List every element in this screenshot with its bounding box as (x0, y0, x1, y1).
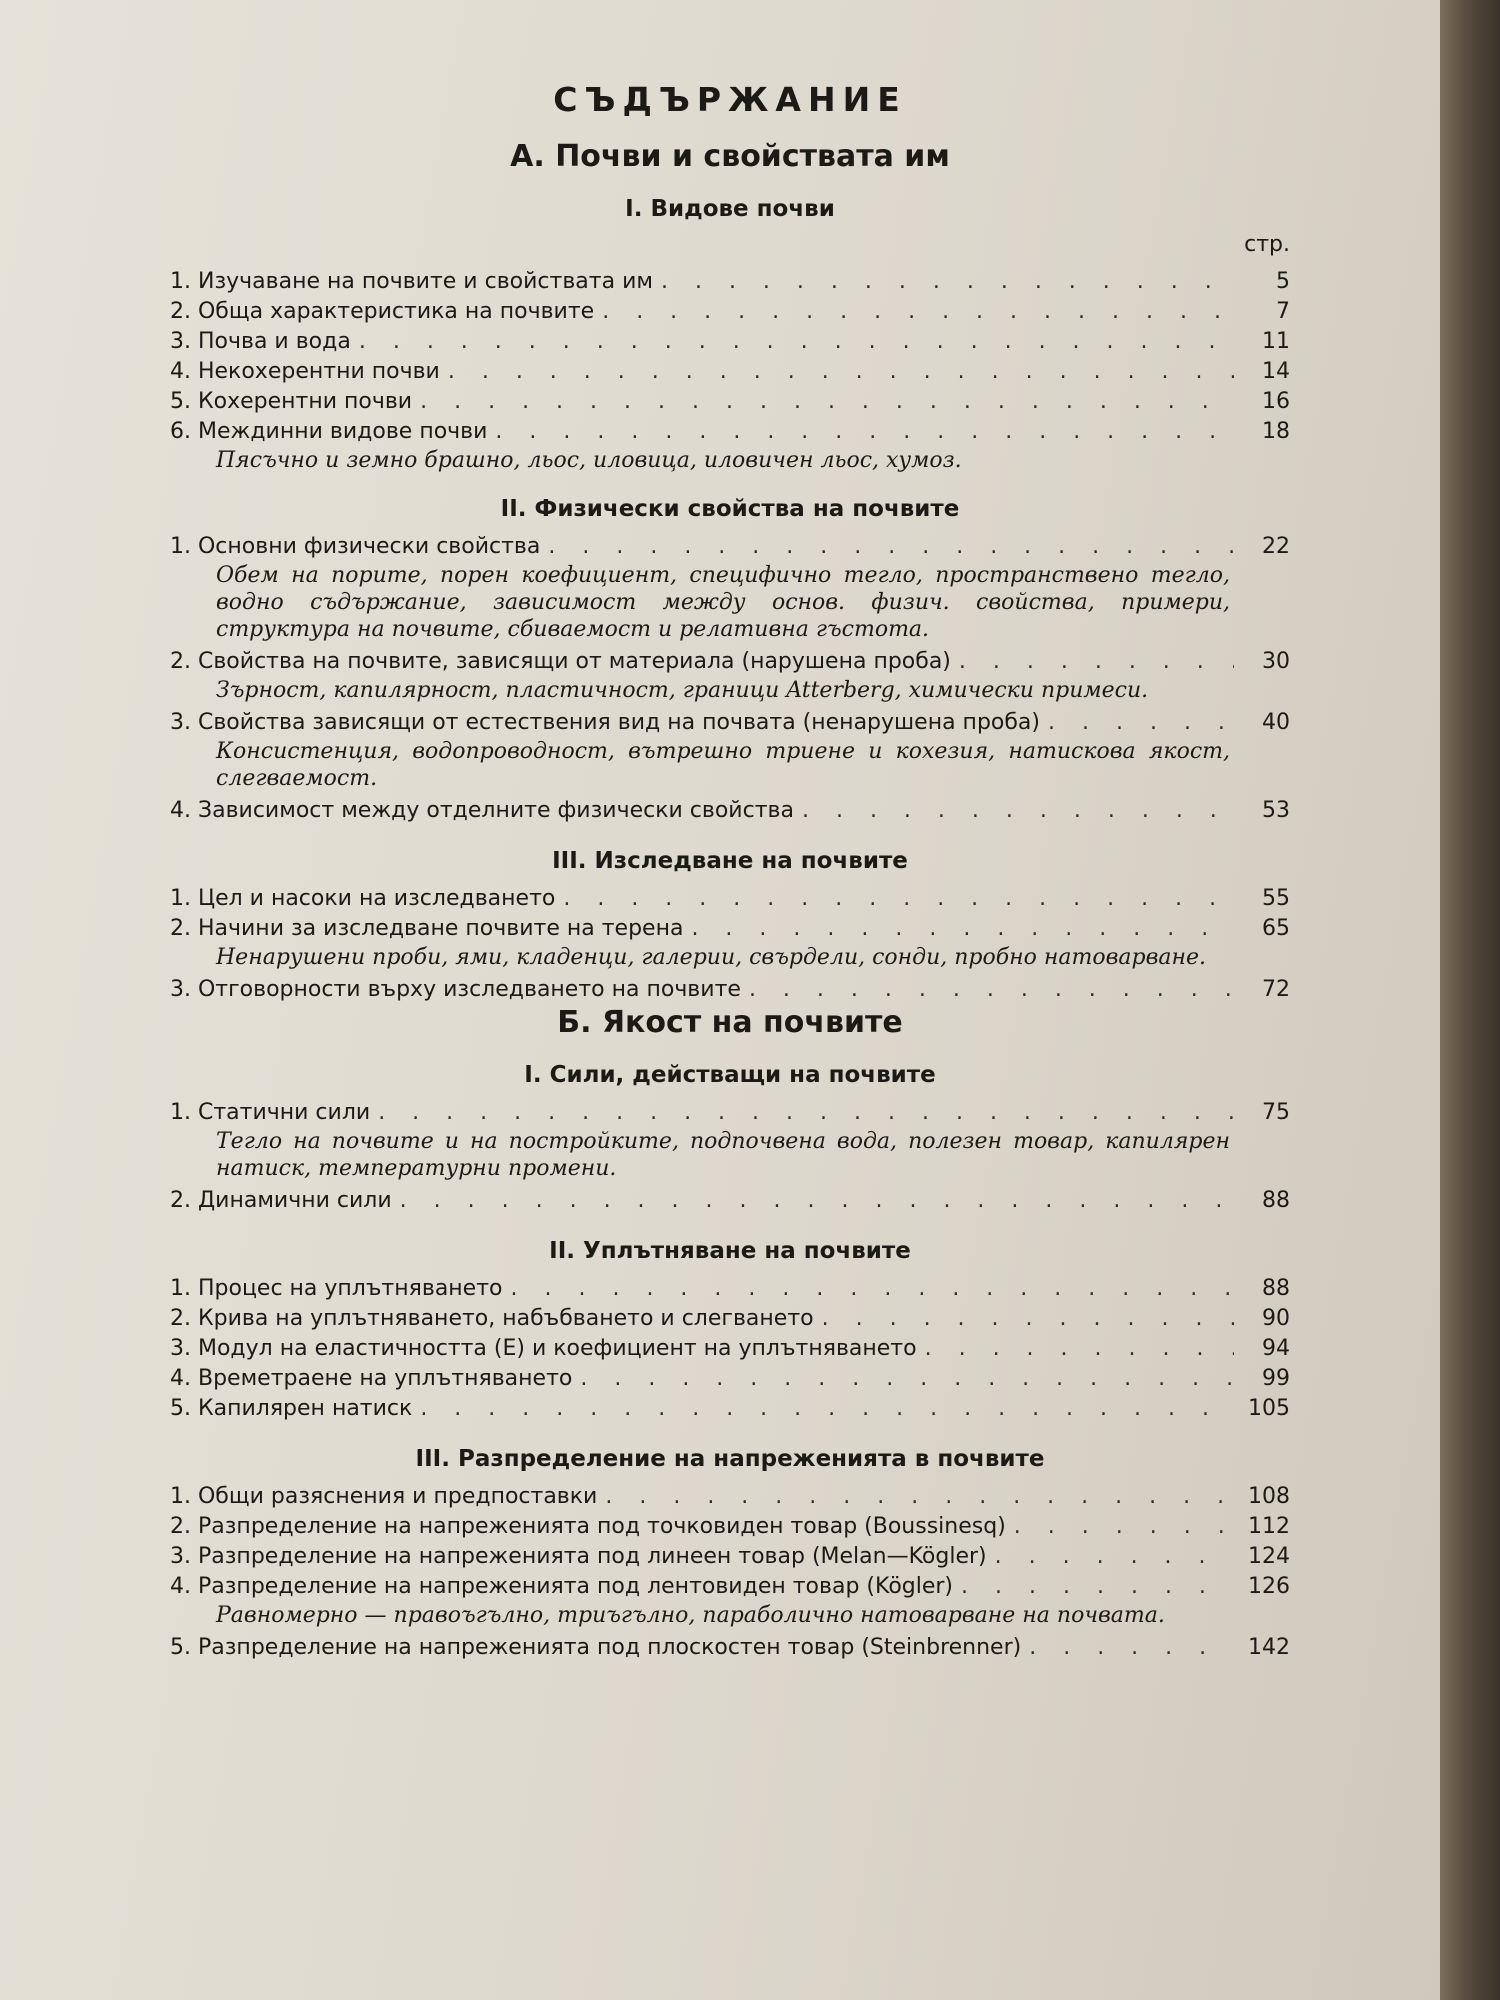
toc-entry-line (170, 914, 1290, 944)
dot-leader (511, 1274, 1235, 1304)
toc-entry-label: 1. Общи разяснения и предпоставки (170, 1484, 598, 1509)
toc-entry-label: 1. Процес на уплътняването (170, 1276, 503, 1301)
toc-entry-page: 108 (1248, 1484, 1290, 1509)
toc-entry-page: 88 (1262, 1188, 1290, 1213)
part-title: Б. Якост на почвите (557, 1005, 903, 1040)
toc-entry (170, 417, 1290, 474)
dot-leader (802, 796, 1234, 826)
toc-entry (170, 1098, 1290, 1182)
section-title: III. Изследване на почвите (552, 848, 908, 874)
toc-entry-page: 11 (1262, 329, 1290, 354)
toc-entry-line (170, 884, 1290, 914)
toc-entry (170, 357, 1290, 387)
toc-entry-label: 1. Статични сили (170, 1100, 371, 1125)
toc-entry-page: 88 (1262, 1276, 1290, 1301)
toc-entry-line (170, 975, 1290, 1005)
toc-entry-page: 53 (1262, 798, 1290, 823)
toc-entry (170, 1186, 1290, 1216)
toc-entry-line (170, 1572, 1290, 1602)
toc-entry (170, 1512, 1290, 1542)
dot-leader (378, 1098, 1234, 1128)
part-title: А. Почви и свойствата им (510, 139, 950, 174)
toc-entry-subtopics: Обем на порите, порен коефициент, специфично тегло, пространствено тегло, водно съдържание, зависимост между основ. физич. свойства, примери, структура на почвите, сбиваемост и релативна гъстота. (216, 563, 1230, 642)
toc-entry-page: 22 (1262, 534, 1290, 559)
toc-entry-label: 3. Отговорности върху изследването на почвите (170, 977, 741, 1002)
toc-entry-line (170, 1542, 1290, 1572)
dot-leader (822, 1304, 1234, 1334)
toc-entry (170, 267, 1290, 297)
toc-entry-line (170, 1304, 1290, 1334)
toc-entry-label: 3. Почва и вода (170, 329, 351, 354)
dot-leader (400, 1186, 1234, 1216)
section-title: III. Разпределение на напреженията в почвите (415, 1446, 1045, 1472)
toc-entry-page: 55 (1262, 886, 1290, 911)
page-column-label: стр. (1244, 232, 1290, 257)
toc-entry (170, 532, 1290, 643)
dot-leader (448, 357, 1234, 387)
toc-entry-page: 75 (1262, 1100, 1290, 1125)
toc-entry-label: 5. Разпределение на напреженията под плоскостен товар (Steinbrenner) (170, 1635, 1022, 1660)
dot-leader (605, 1482, 1234, 1512)
dot-leader (563, 884, 1234, 914)
toc-entry-label: 3. Разпределение на напреженията под линеен товар (Melan—Kögler) (170, 1544, 987, 1569)
toc-entry-label: 1. Основни физически свойства (170, 534, 541, 559)
toc-entry-line (170, 532, 1290, 562)
toc-entry-line (170, 387, 1290, 417)
dot-leader (359, 327, 1234, 357)
toc-entry (170, 1542, 1290, 1572)
toc-entry-label: 6. Междинни видове почви (170, 419, 488, 444)
toc-entry (170, 1633, 1290, 1663)
toc-entry-line (170, 357, 1290, 387)
toc-entry-page: 99 (1262, 1366, 1290, 1391)
toc-entry-line (170, 1364, 1290, 1394)
toc-entry (170, 1482, 1290, 1512)
dot-leader (495, 417, 1234, 447)
toc-entry-label: 2. Обща характеристика на почвите (170, 299, 595, 324)
toc-entry (170, 796, 1290, 826)
table-of-contents (170, 139, 1290, 1663)
section-title: I. Видове почви (625, 196, 835, 222)
dot-leader (1014, 1512, 1234, 1542)
toc-entry-label: 1. Цел и насоки на изследването (170, 886, 556, 911)
dot-leader (995, 1542, 1234, 1572)
toc-entry (170, 1364, 1290, 1394)
toc-entry-page: 14 (1262, 359, 1290, 384)
toc-entry-page: 7 (1276, 299, 1290, 324)
book-edge (1440, 0, 1500, 2000)
section-title: II. Физически свойства на почвите (500, 496, 960, 522)
toc-entry-page: 5 (1276, 269, 1290, 294)
dot-leader (1029, 1633, 1234, 1663)
toc-entry-subtopics: Пясъчно и земно брашно, льос, иловица, иловичен льос, хумоз. (216, 448, 962, 473)
toc-entry-page: 18 (1262, 419, 1290, 444)
toc-entry-label: 2. Свойства на почвите, зависящи от материала (нарушена проба) (170, 649, 951, 674)
dot-leader (1048, 708, 1234, 738)
toc-entry-line (170, 708, 1290, 738)
toc-entry-line (170, 1512, 1290, 1542)
toc-entry-page: 72 (1262, 977, 1290, 1002)
dot-leader (925, 1334, 1234, 1364)
toc-entry-line (170, 796, 1290, 826)
toc-entry (170, 1304, 1290, 1334)
toc-entry-label: 1. Изучаване на почвите и свойствата им (170, 269, 653, 294)
toc-entry-label: 5. Капилярен натиск (170, 1396, 413, 1421)
toc-entry-line (170, 327, 1290, 357)
dot-leader (548, 532, 1234, 562)
toc-entry-label: 3. Свойства зависящи от естествения вид на почвата (ненарушена проба) (170, 710, 1040, 735)
toc-entry-line (170, 1186, 1290, 1216)
toc-entry-page: 126 (1248, 1574, 1290, 1599)
toc-entry-subtopics: Зърност, капилярност, пластичност, граници Atterberg, химически примеси. (216, 678, 1149, 703)
toc-entry-page: 112 (1248, 1514, 1290, 1539)
toc-entry-label: 2. Динамични сили (170, 1188, 392, 1213)
toc-entry (170, 708, 1290, 792)
toc-entry (170, 297, 1290, 327)
toc-entry-page: 124 (1248, 1544, 1290, 1569)
toc-entry-page: 105 (1248, 1396, 1290, 1421)
toc-entry-page: 16 (1262, 389, 1290, 414)
toc-entry-line (170, 1394, 1290, 1424)
toc-entry-line (170, 1098, 1290, 1128)
dot-leader (602, 297, 1234, 327)
toc-entry-label: 2. Начини за изследване почвите на терена (170, 916, 684, 941)
toc-entry-page: 94 (1262, 1336, 1290, 1361)
toc-entry-label: 4. Разпределение на напреженията под лентовиден товар (Kögler) (170, 1574, 954, 1599)
toc-entry-line (170, 297, 1290, 327)
toc-entry-page: 40 (1262, 710, 1290, 735)
toc-entry-line (170, 1633, 1290, 1663)
toc-entry (170, 975, 1290, 1005)
toc-entry (170, 1274, 1290, 1304)
section-title: II. Уплътняване на почвите (549, 1238, 911, 1264)
toc-entry-label: 4. Некохерентни почви (170, 359, 440, 384)
dot-leader (961, 1572, 1234, 1602)
toc-entry-subtopics: Тегло на почвите и на постройките, подпочвена вода, полезен товар, капилярен натиск, температурни промени. (216, 1129, 1230, 1181)
toc-entry (170, 327, 1290, 357)
toc-entry-label: 3. Модул на еластичността (E) и коефициент на уплътняването (170, 1336, 917, 1361)
toc-entry-page: 90 (1262, 1306, 1290, 1331)
toc-entry-subtopics: Консистенция, водопроводност, вътрешно триене и кохезия, натискова якост, слегваемост. (216, 739, 1230, 791)
toc-entry-page: 65 (1262, 916, 1290, 941)
dot-leader (749, 975, 1234, 1005)
dot-leader (959, 647, 1234, 677)
toc-entry (170, 387, 1290, 417)
toc-entry (170, 884, 1290, 914)
section-title: I. Сили, действащи на почвите (524, 1062, 936, 1088)
toc-entry-line (170, 1274, 1290, 1304)
toc-entry-subtopics: Равномерно — правоъгълно, триъгълно, параболично натоварване на почвата. (216, 1603, 1165, 1628)
toc-entry (170, 1394, 1290, 1424)
toc-entry-line (170, 417, 1290, 447)
dot-leader (420, 387, 1234, 417)
toc-entry-label: 4. Времетраене на уплътняването (170, 1366, 573, 1391)
toc-entry-line (170, 267, 1290, 297)
toc-entry (170, 914, 1290, 971)
toc-entry-label: 2. Крива на уплътняването, набъбването и слегването (170, 1306, 814, 1331)
toc-entry-label: 4. Зависимост между отделните физически свойства (170, 798, 794, 823)
toc-entry (170, 1334, 1290, 1364)
toc-entry (170, 1572, 1290, 1629)
toc-entry-line (170, 647, 1290, 677)
toc-entry-subtopics: Ненарушени проби, ями, кладенци, галерии, свърдели, сонди, пробно натоварване. (216, 945, 1207, 970)
dot-leader (580, 1364, 1234, 1394)
toc-entry-page: 30 (1262, 649, 1290, 674)
toc-entry-label: 2. Разпределение на напреженията под точковиден товар (Boussinesq) (170, 1514, 1006, 1539)
page-title: СЪДЪРЖАНИЕ (553, 80, 907, 119)
dot-leader (661, 267, 1234, 297)
toc-entry (170, 647, 1290, 704)
dot-leader (420, 1394, 1234, 1424)
toc-entry-line (170, 1334, 1290, 1364)
toc-entry-page: 142 (1248, 1635, 1290, 1660)
toc-entry-label: 5. Кохерентни почви (170, 389, 413, 414)
toc-entry-line (170, 1482, 1290, 1512)
dot-leader (691, 914, 1234, 944)
